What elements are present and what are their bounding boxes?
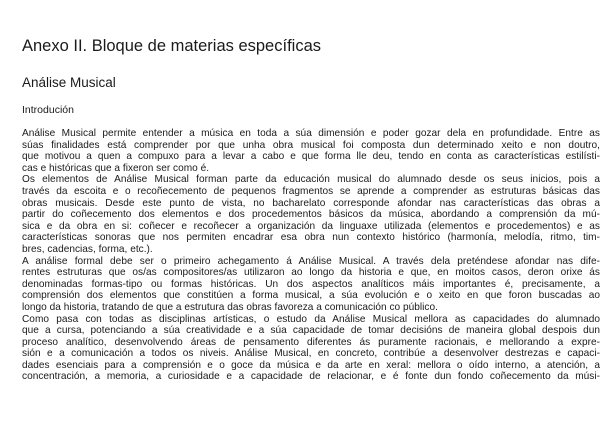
text-line: características sonoras que nos permiten encadrar esa obra nun contexto histórico (harmonía, melodía, ritmo, tim- — [22, 232, 600, 244]
text-line: sión e a comunicación a todos os niveis. Análise Musical, en concreto, contribúe a desenvolver destrezas e capaci- — [22, 348, 600, 360]
text-line: partir do coñecemento dos elementos e dos procedementos básicos da música, abordando a comprensión da mú- — [22, 209, 600, 221]
text-line: sica e da obra en si: coñecer e recoñecer a organización da linguaxe utilizada (elementos e procedementos) e as — [22, 220, 600, 232]
text-line: concentración, a memoria, a curiosidade e a capacidade de relacionar, e é fonte dun fondo coñecemento da músi- — [22, 371, 600, 383]
text-line: A análise formal debe ser o primeiro achegamento á Análise Musical. A través dela preténdese afondar nas dife- — [22, 255, 600, 267]
text-line: obras musicais. Desde este punto de vista, no bacharelato corresponde afondar nas características das obras a — [22, 197, 600, 209]
annex-title: Anexo II. Bloque de materias específicas — [22, 37, 321, 55]
text-line: súas finalidades está comprender por que unha obra musical foi composta dun determinado xeito e non doutro, — [22, 139, 600, 151]
subsection-title: Introdución — [22, 104, 74, 116]
text-line: proceso analítico, desenvolvendo áreas de pensamento diferentes ás puramente racionais, e mellorando a expre- — [22, 336, 600, 348]
text-line: Como pasa con todas as disciplinas artísticas, o estudo da Análise Musical mellora as capacidades do alumnado — [22, 313, 600, 325]
text-line: bres, cadencias, forma, etc.). — [22, 243, 153, 255]
document-page — [22, 36, 600, 383]
paragraph-1 — [22, 128, 600, 174]
text-line: dades esenciais para a comprensión e o goce da música e da arte en xeral: mellora o oído interno, a atención, a — [22, 359, 600, 371]
text-line: cas e históricas que a fixeron ser como é. — [22, 162, 210, 174]
text-line: denominadas formas-tipo ou formas históricas. Un dos aspectos analíticos máis importantes é, precisamente, a — [22, 278, 600, 290]
section-title: Análise Musical — [22, 75, 116, 90]
paragraph-3 — [22, 256, 600, 314]
text-line: rentes estruturas que os/as compositores/as utilizaron ao longo da historia e que, en moitos casos, deron orixe ás — [22, 267, 600, 279]
paragraph-4 — [22, 314, 600, 384]
text-line: Análise Musical permite entender a música en toda a súa dimensión e poder gozar dela en profundidade. Entre as — [22, 128, 600, 139]
text-line: comprensión dos elementos que constitúen a forma musical, a súa evolución e o xeito en que foron buscadas ao — [22, 290, 600, 302]
text-line: longo da historia, tratando de que a estrutura das obras favoreza a comunicación co público. — [22, 301, 438, 313]
text-line: que a cursa, potenciando a súa creatividade e a súa capacidade de tomar decisións de maneira global despois dun — [22, 325, 600, 337]
text-line: que motivou a quen a compuxo para a levar a cabo e que forma lle deu, tendo en conta as características estilísti- — [22, 151, 600, 163]
text-line: Os elementos de Análise Musical forman parte da educación musical do alumnado desde os seus inicios, pois a — [22, 174, 600, 186]
paragraph-2 — [22, 174, 600, 255]
text-line: través da escoita e o recoñecemento de pequenos fragmentos se aprende a comprender as estruturas básicas das — [22, 185, 600, 197]
